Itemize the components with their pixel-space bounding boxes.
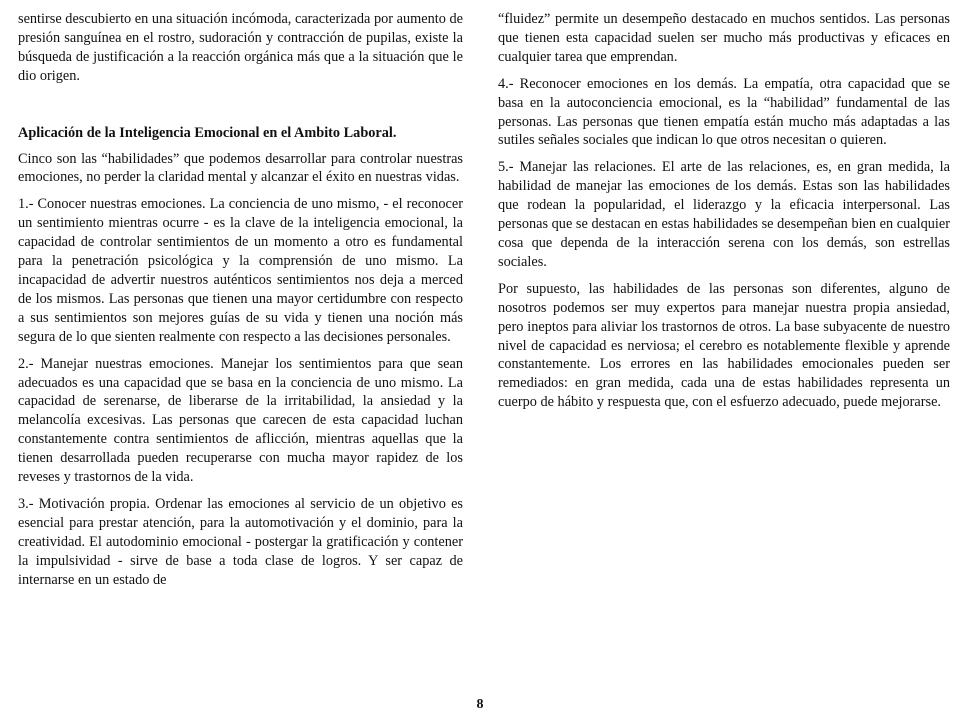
paragraph: 4.- Reconocer emociones en los demás. La empatía, otra capacidad que se basa en la autoconciencia emocional, es la “habilidad” fundamental de las personas. Las personas que tienen empatía están mucho más adaptadas a las sutiles señales sociales que indican lo que otros necesitan o quieren.: [498, 75, 950, 149]
paragraph: 3.- Motivación propia. Ordenar las emociones al servicio de un objetivo es esencial para prestar atención, para la automotivación y el dominio, para la creatividad. El autodominio emocional - postergar la gratificación y contener la impulsividad - sirve de base a toda clase de logros. Y ser capaz de internarse en un estado de: [18, 495, 463, 588]
paragraph: sentirse descubierto en una situación incómoda, caracterizada por aumento de presión sanguínea en el rostro, sudoración y contracción de pupilas, existe la búsqueda de justificación a la reacción orgánica más que a la situación que le dio origen.: [18, 11, 463, 84]
page-number: 8: [476, 697, 484, 712]
left-column: [18, 10, 463, 597]
paragraph: Por supuesto, las habilidades de las personas son diferentes, alguno de nosotros podemos ser muy expertos para manejar nuestra propia ansiedad, pero ineptos para aliviar los trastornos de otros. La base subyacente de nuestro nivel de capacidad es nerviosa; el cerebro es notablemente flexible y aprende constantemente. Los errores en las habilidades emocionales pueden ser remediados: en gran medida, cada una de estas habilidades representa un cuerpo de hábito y respuesta que, con el esfuerzo adecuado, puede mejorarse.: [498, 280, 950, 411]
paragraph: 5.- Manejar las relaciones. El arte de las relaciones, es, en gran medida, la habilidad de manejar las emociones de los demás. Estas son las habilidades que rodean la popularidad, el liderazgo y la eficacia interpersonal. Las personas que se destacan en estas habilidades se desempeñan bien en cualquier cosa que dependa de la interacción serena con los demás, son estrellas sociales.: [498, 159, 950, 270]
paragraph: “fluidez” permite un desempeño destacado en muchos sentidos. Las personas que tienen esta capacidad suelen ser mucho más productivas y eficaces en cualquier tarea que emprendan.: [498, 11, 950, 65]
right-column: [498, 10, 950, 420]
section-heading: Aplicación de la Inteligencia Emocional en el Ambito Laboral.: [18, 124, 397, 141]
paragraph: Cinco son las “habilidades” que podemos desarrollar para controlar nuestras emociones, no perder la claridad mental y alcanzar el éxito en nuestras vidas.: [18, 150, 463, 186]
paragraph: 2.- Manejar nuestras emociones. Manejar los sentimientos para que sean adecuados es una capacidad que se basa en la conciencia de uno mismo. La capacidad de serenarse, de liberarse de la irritabilidad, la ansiedad y la melancolía excesivas. Las personas que carecen de esta capacidad luchan constantemente contra sentimientos de aflicción, mientras aquellas que la tienen desarrollada pueden recuperarse con mucha mayor rapidez de los reveses y trastornos de la vida.: [18, 355, 463, 486]
paragraph: 1.- Conocer nuestras emociones. La conciencia de uno mismo, - el reconocer un sentimiento mientras ocurre - es la clave de la inteligencia emocional, la capacidad de controlar sentimientos de un momento a otro es fundamental para la penetración psicológica y la comprensión de uno mismo. La incapacidad de advertir nuestros auténticos sentimientos nos deja a merced de los mismos. Las personas que tienen una mayor certidumbre con respecto a sus sentimientos son mejores guías de su vida y tienen una noción más segura de lo que sienten realmente con respecto a las decisiones personales.: [18, 196, 463, 345]
